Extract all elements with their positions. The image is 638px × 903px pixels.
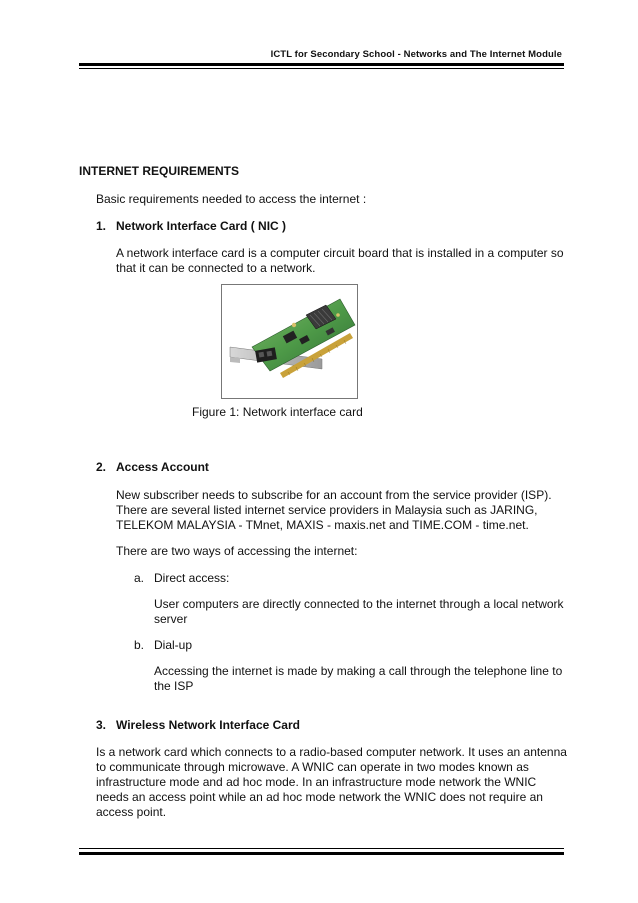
header-rule-thin	[79, 68, 564, 69]
nic-figure	[221, 284, 358, 399]
subitem-b-title: Dial-up	[154, 638, 193, 652]
item-3-line-1: Is a network card which connects to a radio-based computer network. It uses an antenna	[96, 745, 567, 759]
item-2-number: 2.	[96, 460, 107, 474]
item-2-title: Access Account	[116, 460, 209, 474]
running-header: ICTL for Secondary School - Networks and The Internet Module	[270, 49, 562, 60]
item-2-line-2: There are several listed internet service providers in Malaysia such as JARING,	[116, 503, 538, 517]
item-3-line-3: infrastructure mode and ad hoc mode. In an infrastructure mode network the WNIC	[96, 775, 537, 789]
item-2-line-3: TELEKOM MALAYSIA - TMnet, MAXIS - maxis.net and TIME.COM - time.net.	[116, 518, 529, 532]
subitem-a-line-2: server	[154, 612, 188, 626]
item-3-line-4: needs an access point while an ad hoc mode network the WNIC does not require an	[96, 790, 543, 804]
item-1-line-1: A network interface card is a computer circuit board that is installed in a computer so	[116, 246, 564, 260]
item-3-line-2: to communicate through microwave. A WNIC can operate in two modes known as	[96, 760, 529, 774]
item-3-title: Wireless Network Interface Card	[116, 718, 300, 732]
subitem-a-label: a.	[134, 571, 145, 585]
network-card-image	[222, 285, 357, 398]
figure-caption: Figure 1: Network interface card	[192, 405, 363, 419]
item-2-ways-intro: There are two ways of accessing the internet:	[116, 544, 358, 558]
item-1-title: Network Interface Card ( NIC )	[116, 219, 287, 233]
section-intro: Basic requirements needed to access the internet :	[96, 192, 367, 206]
subitem-b-label: b.	[134, 638, 145, 652]
item-1-number: 1.	[96, 219, 107, 233]
subitem-a-line-1: User computers are directly connected to the internet through a local network	[154, 597, 564, 611]
item-2-line-1: New subscriber needs to subscribe for an account from the service provider (ISP).	[116, 488, 552, 502]
subitem-b-line-2: the ISP	[154, 679, 194, 693]
subitem-b-line-1: Accessing the internet is made by making a call through the telephone line to	[154, 664, 563, 678]
subitem-a-title: Direct access:	[154, 571, 230, 585]
header-rule-thick	[79, 63, 564, 66]
footer-rule-thin	[79, 848, 564, 849]
item-3-line-5: access point.	[96, 805, 167, 819]
section-title: INTERNET REQUIREMENTS	[79, 164, 240, 178]
item-3-number: 3.	[96, 718, 107, 732]
footer-rule-thick	[79, 852, 564, 855]
item-1-line-2: that it can be connected to a network.	[116, 261, 316, 275]
